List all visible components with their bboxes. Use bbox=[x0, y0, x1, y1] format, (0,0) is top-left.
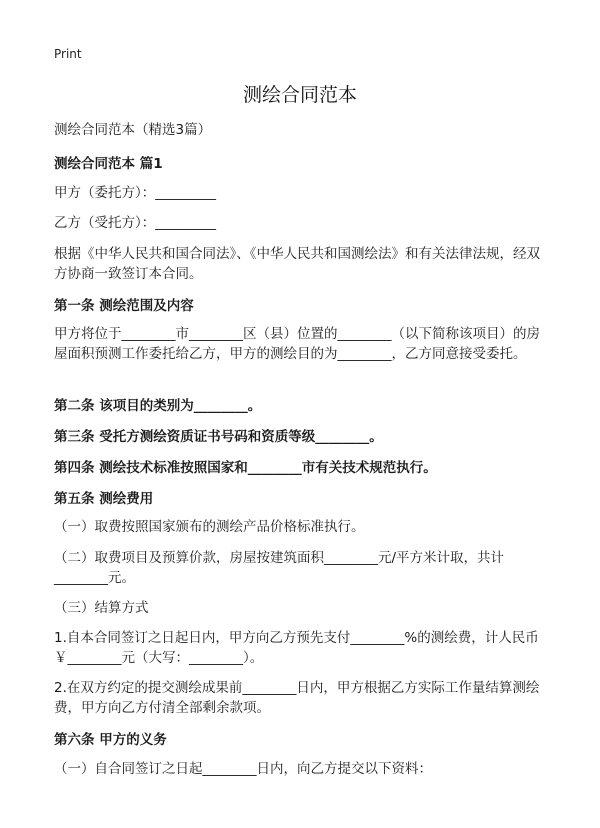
preamble-paragraph: 根据《中华人民共和国合同法》、《中华人民共和国测绘法》和有关法律法规，经双方协商一致签订本合同。 bbox=[54, 246, 540, 282]
article-3-heading: 第三条 受托方测绘资质证书号码和资质等级________。 bbox=[54, 429, 383, 445]
article-1-body: 甲方将位于________市________区（县）位置的________（以下简称该项目）的房屋面积预测工作委托给乙方，甲方的测绘目的为________，乙方同意接受委托。 bbox=[54, 326, 540, 362]
article-5-item-2: （二）取费项目及预算价款，房屋按建筑面积________元/平方米计取，共计________元。 bbox=[54, 550, 505, 586]
article-6-heading: 第六条 甲方的义务 bbox=[54, 732, 167, 748]
article-5-clause-2: 2.在双方约定的提交测绘成果前________日内，甲方根据乙方实际工作量结算测绘费，甲方向乙方付清全部剩余款项。 bbox=[54, 680, 540, 716]
article-2-heading: 第二条 该项目的类别为________。 bbox=[54, 398, 262, 414]
party-a-line: 甲方（委托方）：_________ bbox=[54, 185, 216, 201]
party-b-line: 乙方（受托方）：_________ bbox=[54, 215, 216, 231]
section-heading: 测绘合同范本 篇1 bbox=[54, 156, 163, 172]
article-5-clause-1: 1.自本合同签订之日起日内，甲方向乙方预先支付________%的测绘费，计人民币￥________元（大写：________）。 bbox=[54, 630, 539, 666]
article-4-heading: 第四条 测绘技术标准按照国家和________市有关技术规范执行。 bbox=[54, 460, 437, 476]
article-1-heading: 第一条 测绘范围及内容 bbox=[54, 298, 194, 314]
article-5-heading: 第五条 测绘费用 bbox=[54, 491, 154, 507]
document-title: 测绘合同范本 bbox=[242, 84, 357, 106]
print-label: Print bbox=[54, 47, 82, 61]
document-subtitle: 测绘合同范本（精选3篇） bbox=[54, 122, 212, 138]
article-6-item-1: （一）自合同签订之日起________日内，向乙方提交以下资料： bbox=[54, 761, 432, 777]
article-5-item-3: （三）结算方式 bbox=[54, 600, 149, 616]
article-5-item-1: （一）取费按照国家颁布的测绘产品价格标准执行。 bbox=[54, 519, 365, 535]
